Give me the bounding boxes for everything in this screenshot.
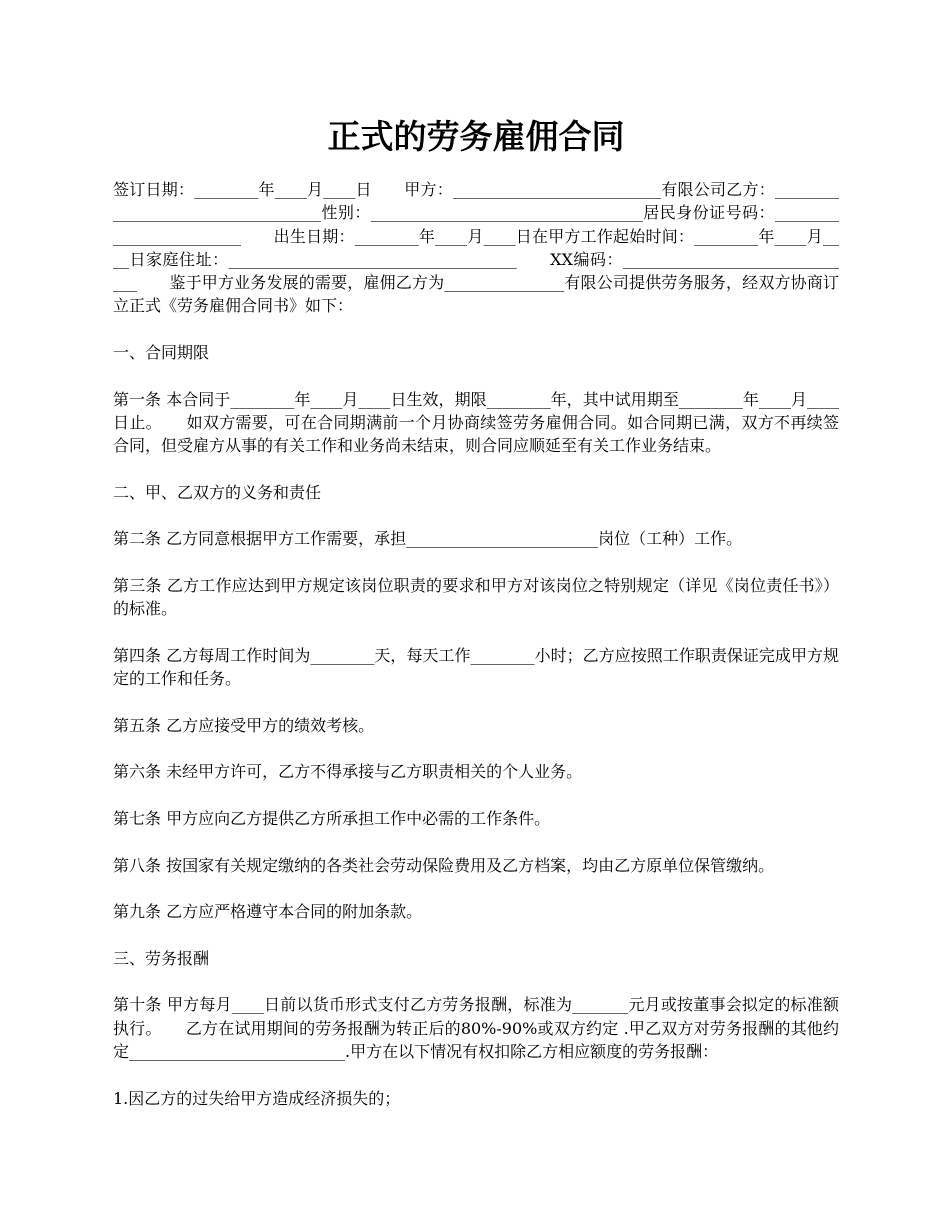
article-7: 第七条 甲方应向乙方提供乙方所承担工作中必需的工作条件。 [113, 809, 551, 829]
section-heading-obligations: 二、甲、乙双方的义务和责任 [113, 482, 322, 502]
article-4: 第四条 乙方每周工作时间为________天，每天工作________小时；乙方应按照工作职责保证完成甲方规定的工作和任务。 [113, 645, 839, 689]
article-1: 第一条 本合同于________年____月____日生效，期限________年，其中试用期至________年____月____日止。 如双方需要，可在合同期满前一个月协商续签劳务雇佣合同。如合同期已满，双方不再续签合同，但受雇方从事的有关工作和业务尚未结束，则合同应顺延至有关工作业务结束。 [113, 389, 839, 456]
article-10: 第十条 甲方每月____日前以货币形式支付乙方劳务报酬，标准为_______元月或按董事会拟定的标准额执行。 乙方在试用期间的劳务报酬为转正后的80%-90%或双方约定 .甲乙双方对劳务报酬的其他约定___________________________.甲方在以下情况有权扣除乙方相应额度的劳务报酬： [113, 995, 839, 1061]
contract-intro-paragraph: 签订日期：________年____月____日 甲方：__________________________有限公司乙方：__________________________________性别：__________________________________居民身份证号码：________________________ 出生日期：________年____月____日在甲方工作起始时间：________年____月____日家庭住址：____________________________________ XX编码：______________________________ 鉴于甲方业务发展的需要，雇佣乙方为_______________有限公司提供劳务服务，经双方协商订立正式《劳务雇佣合同书》如下： [113, 180, 839, 316]
article-3: 第三条 乙方工作应达到甲方规定该岗位职责的要求和甲方对该岗位之特别规定（详见《岗位责任书》）的标准。 [113, 576, 839, 619]
article-2: 第二条 乙方同意根据甲方工作需要，承担________________________岗位（工种）工作。 [113, 529, 743, 549]
article-8: 第八条 按国家有关规定缴纳的各类社会劳动保险费用及乙方档案，均由乙方原单位保管缴纳。 [113, 855, 775, 875]
section-heading-term: 一、合同期限 [113, 343, 210, 363]
section-heading-remuneration: 三、劳务报酬 [113, 948, 210, 968]
document-title: 正式的劳务雇佣合同 [327, 117, 625, 156]
document-body [113, 178, 839, 1133]
article-9: 第九条 乙方应严格遵守本合同的附加条款。 [113, 902, 423, 922]
list-item: 1.因乙方的过失给甲方造成经济损失的； [113, 1088, 401, 1108]
article-6: 第六条 未经甲方许可，乙方不得承接与乙方职责相关的个人业务。 [113, 762, 583, 782]
article-5: 第五条 乙方应接受甲方的绩效考核。 [113, 715, 375, 735]
